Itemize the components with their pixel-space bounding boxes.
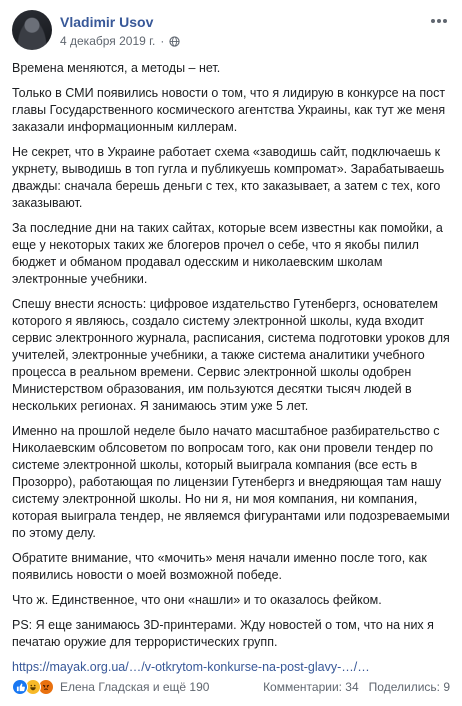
post-footer [12, 676, 450, 698]
post-paragraph: Спешу внести ясность: цифровое издательство Гутенбергз, основателем которого я являюсь, создало систему электронной школы, куда входит сервис электронного журнала, расписания, система подготовки уроков для учителей, электронные учебники, а также система аналитики учебного процесса в реальном времени. Сервис электронной школы одобрен Министерством образования, им пользуются десятки тысяч людей в нескольких регионах. Я занимаюсь этим уже 5 лет. [12, 297, 450, 413]
globe-icon[interactable] [169, 36, 180, 47]
post-paragraph: Именно на прошлой неделе было начато масштабное разбирательство с Николаевским облсоветом по вопросам того, как они провели тендер по системе электронной школы, который выиграла компания (все есть в Прозорро), работающая по лицензии Гутенбергз и внедряющая там нашу систему электронной школы. Но ни я, ни моя компания, ни компания, которая выиграла тендер, не являемся фигурантами или подозреваемыми по этому делу. [12, 424, 450, 540]
reactions-summary[interactable] [12, 679, 209, 695]
post-text [12, 60, 450, 676]
comments-count[interactable]: Комментарии: 34 [263, 680, 359, 694]
post-paragraph: Что ж. Единственное, что они «нашли» и то оказалось фейком. [12, 593, 382, 607]
post-link[interactable]: https://mayak.org.ua/…/v-otkrytom-konkurse-na-post-glavy-…/… [12, 660, 370, 674]
author-name[interactable]: Vladimir Usov [60, 14, 154, 30]
more-icon[interactable] [428, 12, 450, 30]
post-paragraph: За последние дни на таких сайтах, которые всем известны как помойки, а еще у некоторых таких же блогеров прочел о себе, что я якобы пилил бюджет и обманом продавал одесским и николаевским школам электронные учебники. [12, 221, 443, 286]
reactors-text[interactable]: Елена Гладская и ещё 190 [60, 680, 210, 694]
post-paragraph: PS: Я еще занимаюсь 3D-принтерами. Жду новостей о том, что на них я печатаю оружие для террористических групп. [12, 618, 434, 649]
meta-separator: · [160, 34, 165, 48]
post-paragraph: Обратите внимание, что «мочить» меня начали именно после того, как появились новости о моей возможной победе. [12, 551, 427, 582]
post-paragraph: Только в СМИ появились новости о том, что я лидирую в конкурсе на пост главы Государственного космического агентства Украины, как тут же меня заказали информационным киллерам. [12, 86, 446, 134]
shares-count[interactable]: Поделились: 9 [368, 680, 450, 694]
post-paragraph: Не секрет, что в Украине работает схема «заводишь сайт, подключаешь к укрнету, выводишь в топ гугла и публикуешь компромат». Зарабатываешь дважды: сначала берешь деньги с тех, кто заказывает, а затем с тех, кого заказывают. [12, 145, 445, 210]
post-paragraph: Времена меняются, а методы – нет. [12, 61, 221, 75]
post-date[interactable]: 4 декабря 2019 г. [60, 34, 156, 48]
like-icon [12, 679, 28, 695]
post-meta [60, 34, 180, 48]
avatar[interactable] [12, 10, 52, 50]
post-header [12, 10, 450, 54]
